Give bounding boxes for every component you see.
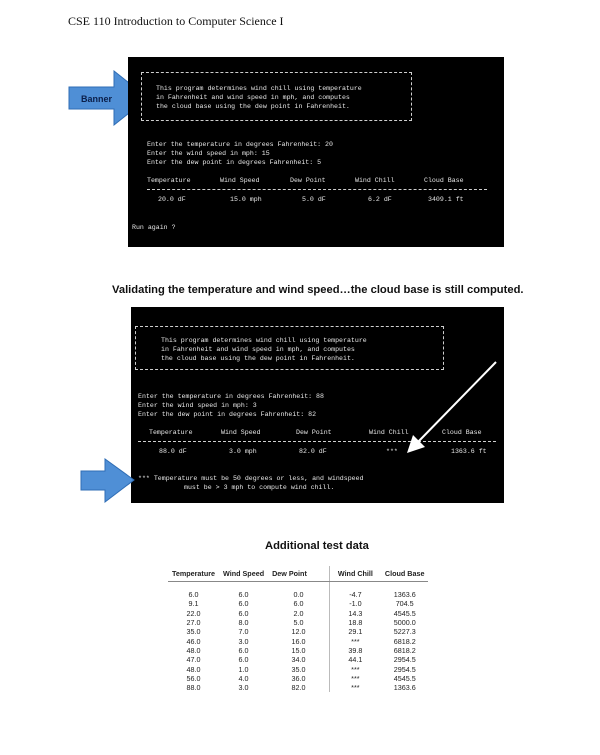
intro-line: This program determines wind chill using temperature bbox=[161, 337, 367, 344]
table-cell: 35.0 bbox=[186, 627, 201, 637]
header-temperature: Temperature bbox=[149, 429, 193, 436]
result-cell: 6.2 dF bbox=[368, 196, 392, 203]
intro-line: This program determines wind chill using temperature bbox=[156, 85, 362, 92]
table-cell: *** bbox=[329, 683, 381, 692]
table-row bbox=[168, 590, 428, 599]
table-cell: 82.0 bbox=[291, 683, 306, 693]
table-cell: 6.0 bbox=[293, 599, 304, 609]
table-cell: 3.0 bbox=[238, 683, 249, 693]
prompt-line: Enter the temperature in degrees Fahrenheit: 88 bbox=[138, 393, 324, 400]
table-row bbox=[168, 674, 428, 683]
table-cell: 6.0 bbox=[238, 645, 249, 655]
table-cell: -1.0 bbox=[329, 599, 381, 608]
table-row bbox=[168, 655, 428, 664]
header-wind-chill: Wind Chill bbox=[369, 429, 409, 436]
table-cell: 14.3 bbox=[329, 609, 381, 618]
table-cell: 48.0 bbox=[186, 664, 201, 674]
table-cell: 88.0 bbox=[186, 683, 201, 693]
table-row bbox=[168, 618, 428, 627]
table-cell: 6.0 bbox=[238, 608, 249, 618]
header-wind-chill: Wind Chill bbox=[355, 177, 395, 184]
col-dew-point: Dew Point bbox=[268, 566, 329, 582]
table-cell: 39.8 bbox=[329, 646, 381, 655]
table-cell: 2954.5 bbox=[393, 655, 416, 665]
error-pointer-arrow-icon bbox=[80, 458, 136, 504]
header-wind-speed: Wind Speed bbox=[221, 429, 261, 436]
pointer-arrow-icon bbox=[401, 357, 501, 457]
prompt-line: Enter the wind speed in mph: 15 bbox=[147, 150, 270, 157]
prompt-line: Enter the temperature in degrees Fahrenheit: 20 bbox=[147, 141, 333, 148]
table-cell: 6818.2 bbox=[393, 645, 416, 655]
result-cell: *** bbox=[386, 448, 398, 455]
table-cell: 4545.5 bbox=[393, 673, 416, 683]
divider bbox=[147, 189, 487, 190]
table-cell: 5000.0 bbox=[393, 618, 416, 628]
table-row bbox=[168, 664, 428, 673]
header-dew-point: Dew Point bbox=[296, 429, 332, 436]
table-cell: 6.0 bbox=[238, 599, 249, 609]
col-temperature: Temperature bbox=[168, 566, 219, 582]
header-dew-point: Dew Point bbox=[290, 177, 326, 184]
table-cell: 15.0 bbox=[291, 645, 306, 655]
table-cell: 1.0 bbox=[238, 664, 249, 674]
section-title-additional: Additional test data bbox=[265, 540, 369, 552]
table-cell: 48.0 bbox=[186, 645, 201, 655]
table-cell: 35.0 bbox=[291, 664, 306, 674]
table-cell: 47.0 bbox=[186, 655, 201, 665]
result-cell: 5.0 dF bbox=[302, 196, 326, 203]
table-header-row bbox=[168, 566, 428, 582]
table-cell: -4.7 bbox=[329, 590, 381, 599]
table-cell: 27.0 bbox=[186, 618, 201, 628]
course-title: CSE 110 Introduction to Computer Science I bbox=[68, 14, 284, 28]
table-cell: 4545.5 bbox=[393, 608, 416, 618]
error-message: *** Temperature must be 50 degrees or less, and windspeed bbox=[138, 475, 364, 482]
table-cell: 6.0 bbox=[238, 590, 249, 600]
result-cell: 88.0 dF bbox=[159, 448, 187, 455]
table-row bbox=[168, 609, 428, 618]
console-output-1 bbox=[128, 57, 504, 247]
prompt-line: Enter the dew point in degrees Fahrenheit: 82 bbox=[138, 411, 317, 418]
table-row bbox=[168, 627, 428, 636]
table-cell: 56.0 bbox=[186, 673, 201, 683]
intro-line: the cloud base using the dew point in Fahrenheit. bbox=[156, 103, 350, 110]
table-cell: 1363.6 bbox=[393, 683, 416, 693]
table-cell: 1363.6 bbox=[393, 590, 416, 600]
result-cell: 3409.1 ft bbox=[428, 196, 464, 203]
table-cell: 0.0 bbox=[293, 590, 304, 600]
table-row bbox=[168, 599, 428, 608]
console-output-2 bbox=[131, 307, 504, 503]
table-cell: 3.0 bbox=[238, 636, 249, 646]
table-cell: 16.0 bbox=[291, 636, 306, 646]
table-row bbox=[168, 683, 428, 692]
table-row bbox=[168, 646, 428, 655]
intro-line: in Fahrenheit and wind speed in mph, and computes bbox=[156, 94, 350, 101]
col-wind-speed: Wind Speed bbox=[219, 566, 268, 582]
table-cell: *** bbox=[329, 636, 381, 645]
table-cell: 2.0 bbox=[293, 608, 304, 618]
intro-line: the cloud base using the dew point in Fahrenheit. bbox=[161, 355, 355, 362]
table-cell: 44.1 bbox=[329, 655, 381, 664]
table-cell: 12.0 bbox=[291, 627, 306, 637]
table-cell: 22.0 bbox=[186, 608, 201, 618]
result-cell: 15.0 mph bbox=[230, 196, 262, 203]
table-cell: 6818.2 bbox=[393, 636, 416, 646]
header-temperature: Temperature bbox=[147, 177, 191, 184]
table-cell: 36.0 bbox=[291, 673, 306, 683]
table-cell: 8.0 bbox=[238, 618, 249, 628]
table-cell: 34.0 bbox=[291, 655, 306, 665]
result-cell: 82.0 dF bbox=[299, 448, 327, 455]
table-cell: 29.1 bbox=[329, 627, 381, 636]
header-cloud-base: Cloud Base bbox=[424, 177, 464, 184]
result-cell: 20.0 dF bbox=[158, 196, 186, 203]
test-data-table bbox=[168, 566, 428, 692]
col-cloud-base: Cloud Base bbox=[381, 566, 429, 582]
table-cell: 4.0 bbox=[238, 673, 249, 683]
section-title-validation: Validating the temperature and wind speed…the cloud base is still computed. bbox=[112, 284, 524, 296]
col-wind-chill: Wind Chill bbox=[329, 566, 381, 582]
header-cloud-base: Cloud Base bbox=[442, 429, 482, 436]
table-cell: 6.0 bbox=[188, 590, 199, 600]
header-wind-speed: Wind Speed bbox=[220, 177, 260, 184]
table-cell: *** bbox=[329, 664, 381, 673]
table-cell: 2954.5 bbox=[393, 664, 416, 674]
table-cell: 5227.3 bbox=[393, 627, 416, 637]
table-cell: 704.5 bbox=[395, 599, 414, 609]
table-cell: 5.0 bbox=[293, 618, 304, 628]
result-cell: 1363.6 ft bbox=[451, 448, 487, 455]
table-cell: *** bbox=[329, 674, 381, 683]
run-again-prompt: Run again ? bbox=[132, 224, 176, 231]
table-cell: 9.1 bbox=[188, 599, 199, 609]
table-cell: 6.0 bbox=[238, 655, 249, 665]
intro-line: in Fahrenheit and wind speed in mph, and computes bbox=[161, 346, 355, 353]
error-message: must be > 3 mph to compute wind chill. bbox=[184, 484, 335, 491]
table-cell: 46.0 bbox=[186, 636, 201, 646]
result-cell: 3.0 mph bbox=[229, 448, 257, 455]
table-cell: 7.0 bbox=[238, 627, 249, 637]
prompt-line: Enter the wind speed in mph: 3 bbox=[138, 402, 257, 409]
table-row bbox=[168, 636, 428, 645]
table-cell: 18.8 bbox=[329, 618, 381, 627]
prompt-line: Enter the dew point in degrees Fahrenheit: 5 bbox=[147, 159, 322, 166]
banner-label: Banner bbox=[81, 94, 113, 104]
